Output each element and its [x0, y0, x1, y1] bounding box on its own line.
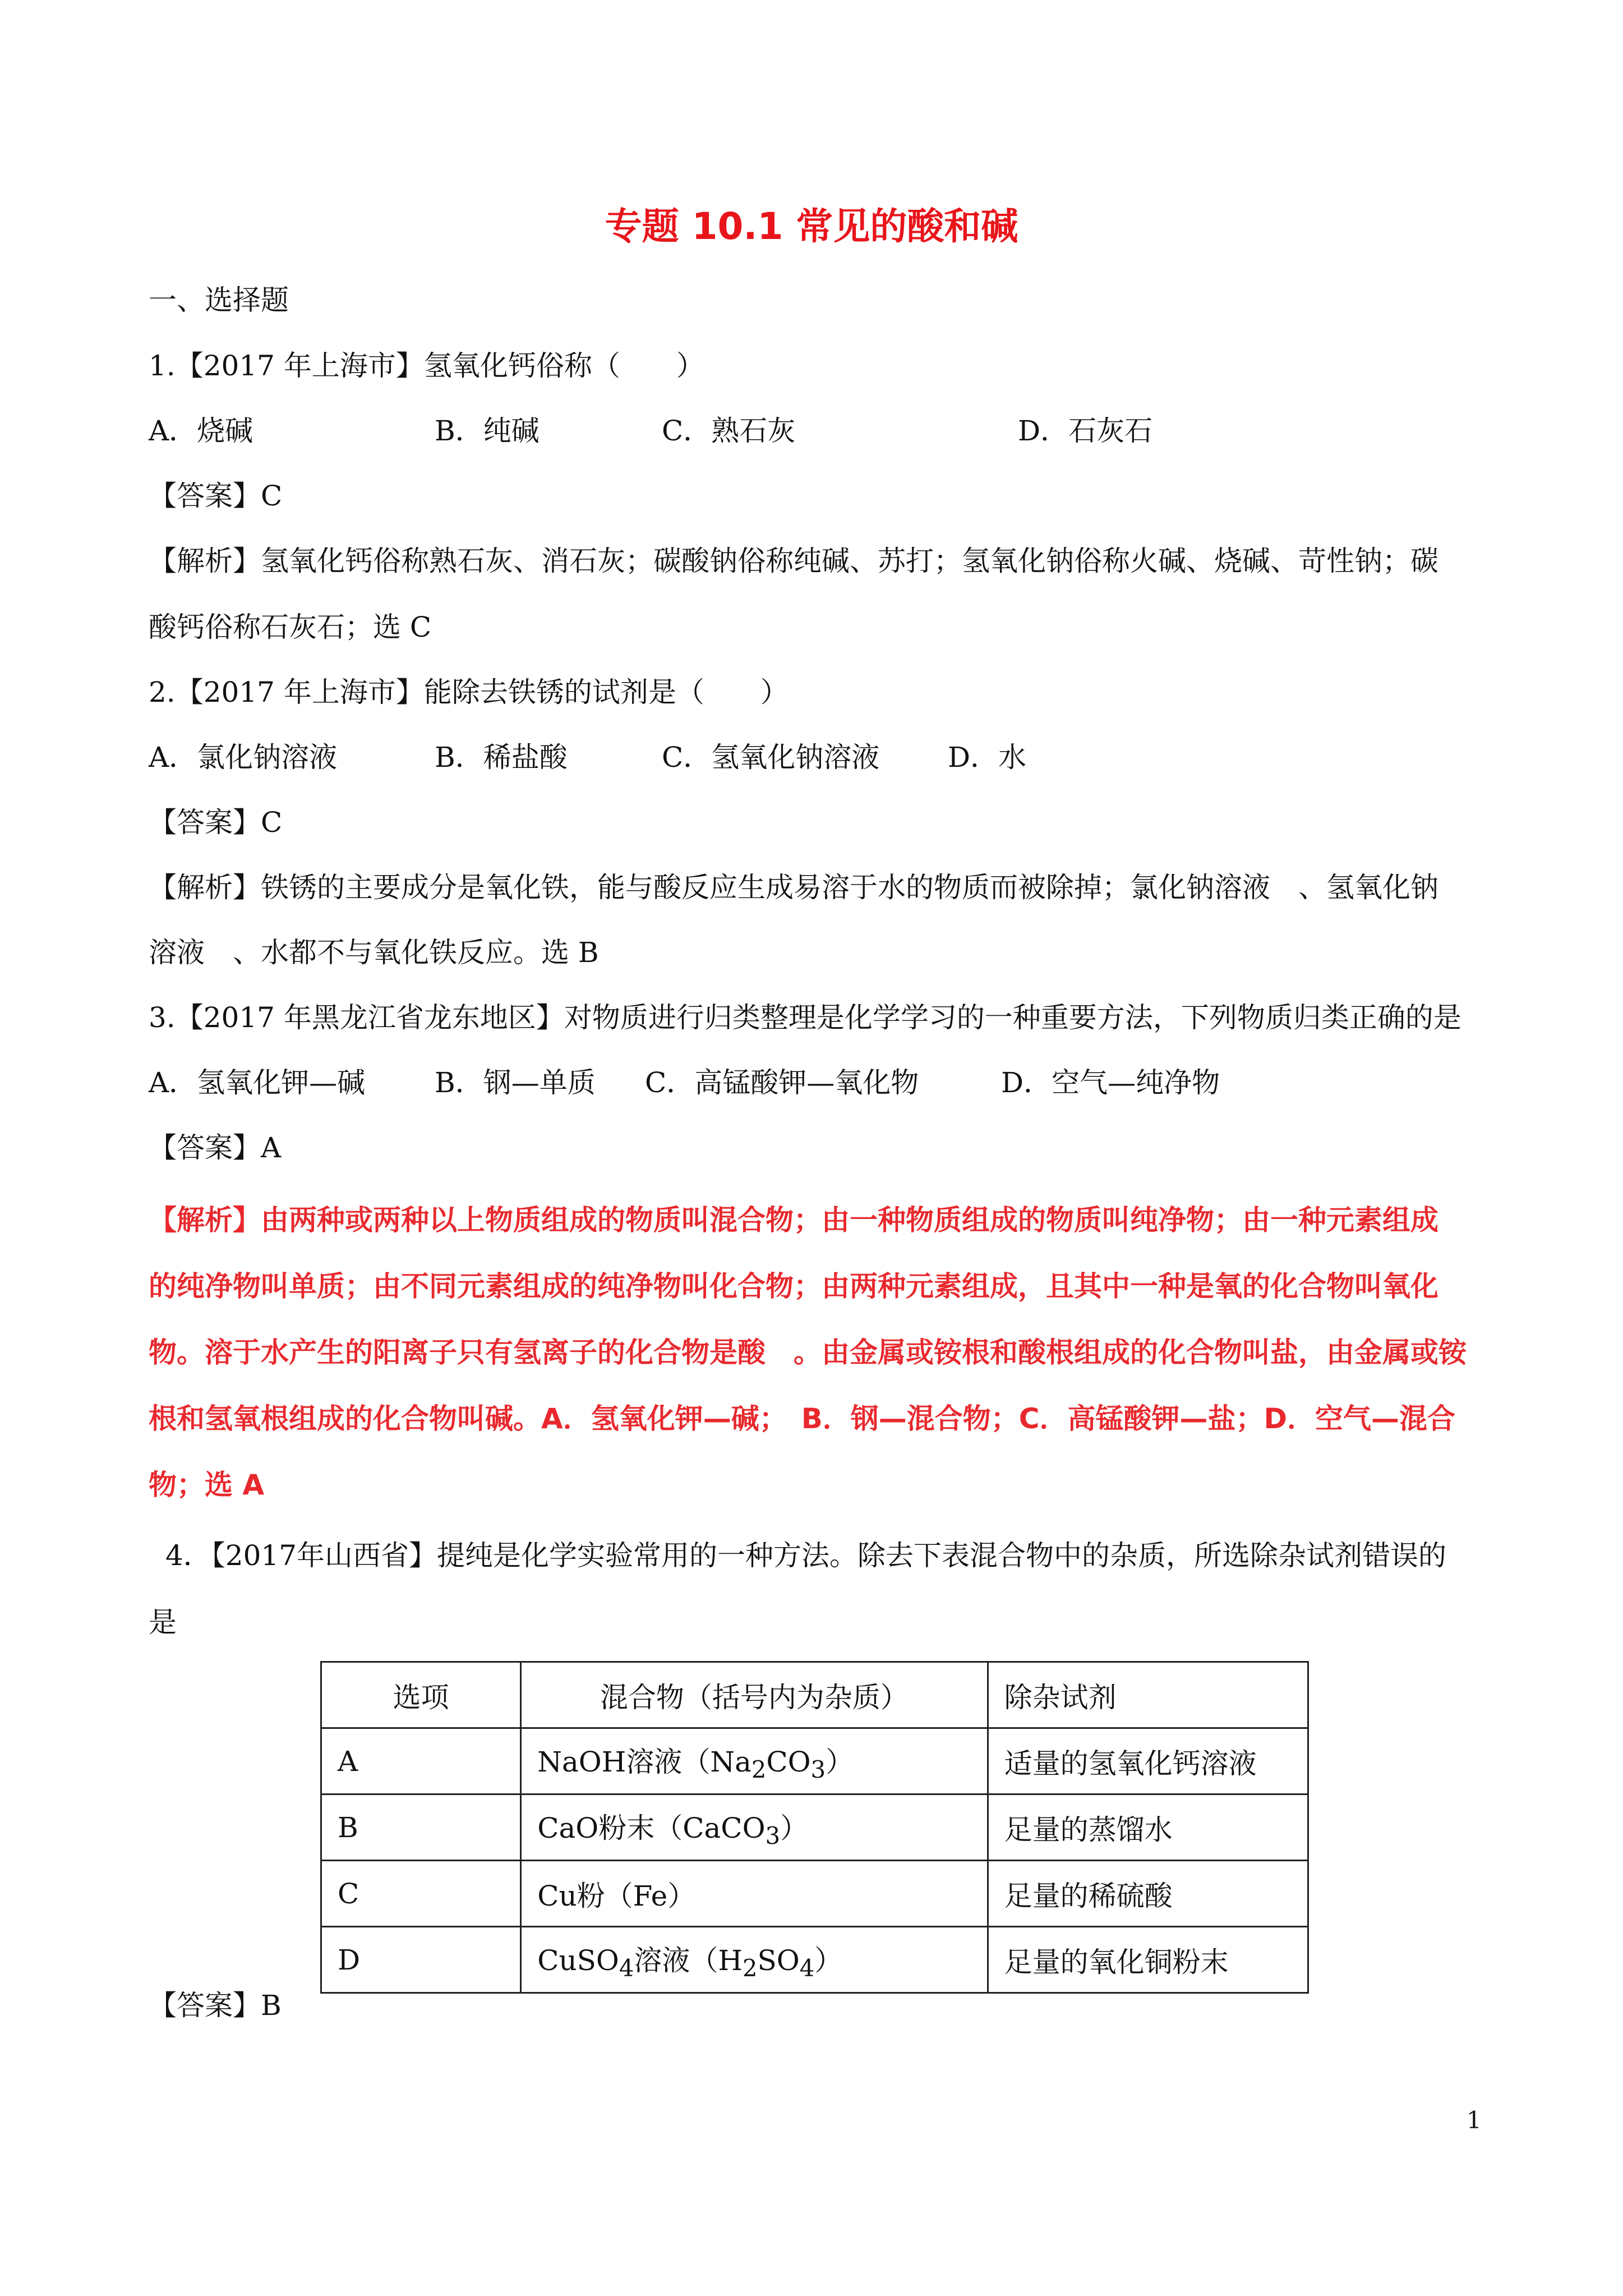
question-2-answer: 【答案】C — [149, 806, 283, 839]
question-4-stem-line-1: 4．【2017年山西省】提纯是化学实验常用的一种方法。除去下表混合物中的杂质，所选除杂试剂错误的 — [165, 1539, 1447, 1572]
reagent-cell: 适量的氢氧化钙溶液 — [988, 1728, 1308, 1795]
option-b: B．钢—单质 — [435, 1066, 596, 1099]
question-3-analysis-line-1: 【解析】由两种或两种以上物质组成的物质叫混合物；由一种物质组成的物质叫纯净物；由一种元素组成 — [149, 1204, 1438, 1236]
option-d: D．石灰石 — [1018, 415, 1153, 447]
question-4-answer: 【答案】B — [149, 1989, 282, 2022]
mixture-cell: NaOH溶液$(Na_2CO_3)$ — [521, 1728, 988, 1795]
question-2-analysis-line-1: 【解析】铁锈的主要成分是氧化铁，能与酸反应生成易溶于水的物质而被除掉；氯化钠溶液 、氢氧化钠 — [149, 871, 1438, 904]
page-number: 1 — [1467, 2106, 1482, 2134]
question-4-stem-line-2: 是 — [149, 1606, 177, 1639]
table-header-cell: 选项 — [321, 1662, 521, 1728]
option-cell: D — [321, 1927, 521, 1993]
question-2-analysis-line-2: 溶液 、水都不与氧化铁反应。选 B — [149, 936, 599, 969]
table-row — [321, 1861, 1308, 1927]
option-cell: B — [321, 1795, 521, 1861]
reagent-cell: 足量的蒸馏水 — [988, 1795, 1308, 1861]
table-header-row — [321, 1662, 1308, 1728]
question-3-analysis-line-5: 物；选 A — [149, 1469, 265, 1501]
option-c: C．氢氧化钠溶液 — [662, 741, 880, 774]
question-1-analysis-line-2: 酸钙俗称石灰石；选 C — [149, 611, 432, 643]
impurity-table — [320, 1661, 1309, 1994]
question-1-analysis-line-1: 【解析】氢氧化钙俗称熟石灰、消石灰；碳酸钠俗称纯碱、苏打；氢氧化钠俗称火碱、烧碱、苛性钠；碳 — [149, 545, 1438, 577]
mixture-cell: CuSO$_4$溶液$(H_2SO_4)$ — [521, 1927, 988, 1993]
option-b: B．稀盐酸 — [435, 741, 568, 774]
table-row — [321, 1728, 1308, 1795]
option-a: A．氢氧化钾—碱 — [149, 1066, 366, 1099]
question-3-analysis-line-2: 的纯净物叫单质；由不同元素组成的纯净物叫化合物；由两种元素组成，且其中一种是氧的化合物叫氧化 — [149, 1270, 1438, 1303]
option-c: C．高锰酸钾—氧化物 — [645, 1066, 919, 1099]
option-d: D．水 — [948, 741, 1027, 774]
option-b: B．纯碱 — [435, 415, 540, 447]
reagent-cell: 足量的稀硫酸 — [988, 1861, 1308, 1927]
table-header-cell: 除杂试剂 — [988, 1662, 1308, 1728]
option-a: A．烧碱 — [149, 415, 253, 447]
table-row — [321, 1795, 1308, 1861]
table-row — [321, 1927, 1308, 1993]
option-d: D．空气—纯净物 — [1001, 1066, 1220, 1099]
question-3-answer: 【答案】A — [149, 1131, 282, 1164]
question-1-answer: 【答案】C — [149, 480, 283, 512]
table-header-cell: 混合物（括号内为杂质） — [521, 1662, 988, 1728]
question-1-stem: 1.【2017 年上海市】氢氧化钙俗称（ ） — [149, 349, 704, 382]
question-3-analysis-line-3: 物。溶于水产生的阳离子只有氢离子的化合物是酸 。由金属或铵根和酸根组成的化合物叫盐，由金属或铵 — [149, 1336, 1467, 1369]
option-a: A．氯化钠溶液 — [149, 741, 338, 774]
question-3-analysis-line-4: 根和氢氧根组成的化合物叫碱。A．氢氧化钾—碱； B．钢—混合物；C．高锰酸钾—盐；D．空气—混合 — [149, 1402, 1456, 1435]
section-heading: 一、选择题 — [149, 284, 289, 316]
option-cell: A — [321, 1728, 521, 1795]
option-cell: C — [321, 1861, 521, 1927]
page-title: 专题 10.1 常见的酸和碱 — [605, 205, 1018, 248]
question-2-stem: 2.【2017 年上海市】能除去铁锈的试剂是（ ） — [149, 676, 789, 708]
question-3-stem: 3.【2017 年黑龙江省龙东地区】对物质进行归类整理是化学学习的一种重要方法，下列物质归类正确的是 — [149, 1001, 1461, 1034]
mixture-cell: CaO粉末（CaCO$_3$） — [521, 1795, 988, 1861]
reagent-cell: 足量的氧化铜粉末 — [988, 1927, 1308, 1993]
option-c: C．熟石灰 — [662, 415, 796, 447]
mixture-cell: Cu粉（Fe） — [521, 1861, 988, 1927]
